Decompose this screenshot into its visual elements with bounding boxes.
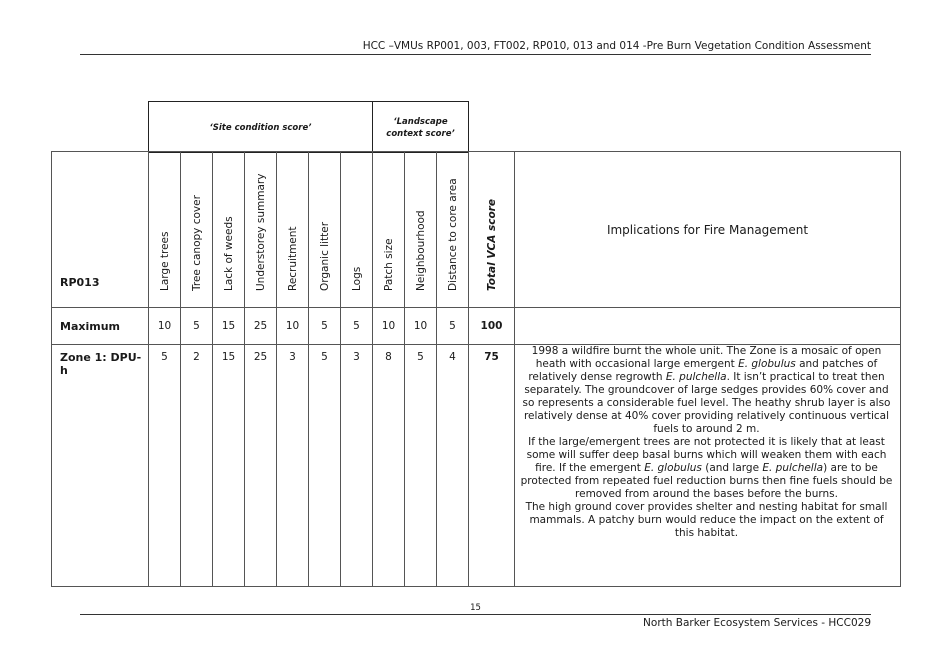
col-total-vca-score: [469, 152, 515, 308]
score-cell: 4: [437, 345, 469, 587]
col-organic-litter: [309, 152, 341, 308]
species-name: E. globulus: [644, 462, 702, 474]
text: 1998 a wildfire burnt the whole unit. The Zone is a mosaic of open heath with occasional large emergent: [531, 345, 882, 370]
paragraph: [519, 436, 894, 501]
row-label: Maximum: [52, 308, 149, 345]
score-cell: 5: [149, 345, 181, 587]
col-logs: [341, 152, 373, 308]
header-rule: [80, 54, 871, 55]
paragraph: The high ground cover provides shelter and nesting habitat for small mammals. A patchy burn would reduce the impact on the extent of this habitat.: [525, 501, 888, 539]
col-label: Distance to core area: [446, 178, 459, 291]
running-footer: North Barker Ecosystem Services - HCC029: [643, 617, 871, 629]
paragraph: [519, 345, 894, 436]
implications-header: Implications for Fire Management: [515, 152, 901, 308]
col-large-trees: [149, 152, 181, 308]
score-cell: 3: [341, 345, 373, 587]
col-label: Tree canopy cover: [190, 195, 203, 291]
text: (and large: [701, 462, 763, 474]
col-label: Total VCA score: [485, 199, 498, 291]
score-cell: 25: [245, 345, 277, 587]
col-label: Lack of weeds: [222, 216, 235, 291]
col-neighbourhood: [405, 152, 437, 308]
max-cell: 15: [213, 308, 245, 345]
score-cell: 2: [181, 345, 213, 587]
running-header: HCC –VMUs RP001, 003, FT002, RP010, 013 and 014 -Pre Burn Vegetation Condition Assessment: [362, 40, 871, 52]
score-cell: 5: [405, 345, 437, 587]
species-name: E. pulchella: [665, 371, 727, 383]
footer-rule: [80, 614, 871, 615]
landscape-label-line1: ‘Landscape: [393, 117, 448, 127]
page-number: 15: [470, 603, 481, 613]
text: If the large/emergent trees are not protected it is likely that at least some will suffer deep basal burns which will weaken them with each fire. If the emergent: [526, 436, 887, 474]
species-name: E. pulchella: [762, 462, 824, 474]
max-total: 100: [469, 308, 515, 345]
col-tree-canopy-cover: [181, 152, 213, 308]
implications-text: [515, 345, 901, 587]
col-recruitment: [277, 152, 309, 308]
max-cell: 5: [437, 308, 469, 345]
zone-row: [52, 345, 901, 587]
col-label: Large trees: [158, 231, 171, 291]
max-implications: [515, 308, 901, 345]
score-cell: 8: [373, 345, 405, 587]
landscape-label-line2: context score’: [386, 129, 455, 139]
col-distance-to-core-area: [437, 152, 469, 308]
max-cell: 25: [245, 308, 277, 345]
site-id: RP013: [52, 152, 149, 308]
site-condition-group-label: ‘Site condition score’: [209, 123, 312, 133]
col-label: Understorey summary: [254, 173, 267, 291]
col-label: Logs: [350, 266, 363, 291]
col-label: Neighbourhood: [414, 210, 427, 291]
score-cell: 15: [213, 345, 245, 587]
score-cell: 5: [309, 345, 341, 587]
col-understorey-summary: [245, 152, 277, 308]
max-cell: 10: [277, 308, 309, 345]
max-cell: 10: [405, 308, 437, 345]
maximum-row: [52, 308, 901, 345]
species-name: E. globulus: [738, 358, 796, 370]
score-cell: 3: [277, 345, 309, 587]
max-cell: 5: [181, 308, 213, 345]
max-cell: 10: [373, 308, 405, 345]
zone-total: 75: [469, 345, 515, 587]
col-label: Recruitment: [286, 226, 299, 291]
text: . It isn’t practical to treat then separately. The groundcover of large sedges provides 60% cover and so represents a considerable fuel level. The heathy shrub layer is also relatively dense at 40% cover providing relatively continuous vertical fuels to around 2 m.: [522, 371, 891, 435]
text: ) are to be protected from repeated fuel reduction burns then fine fuels should be removed from around the bases before the burns.: [520, 462, 893, 500]
column-header-row: [52, 152, 901, 308]
row-label: Zone 1: DPU-h: [52, 345, 149, 587]
vca-table: [51, 151, 901, 587]
max-cell: 10: [149, 308, 181, 345]
landscape-group-label: [372, 116, 469, 140]
text: and patches of relatively dense regrowth: [528, 358, 878, 383]
col-lack-of-weeds: [213, 152, 245, 308]
col-label: Organic litter: [318, 221, 331, 291]
max-cell: 5: [341, 308, 373, 345]
col-patch-size: [373, 152, 405, 308]
col-label: Patch size: [382, 238, 395, 291]
max-cell: 5: [309, 308, 341, 345]
